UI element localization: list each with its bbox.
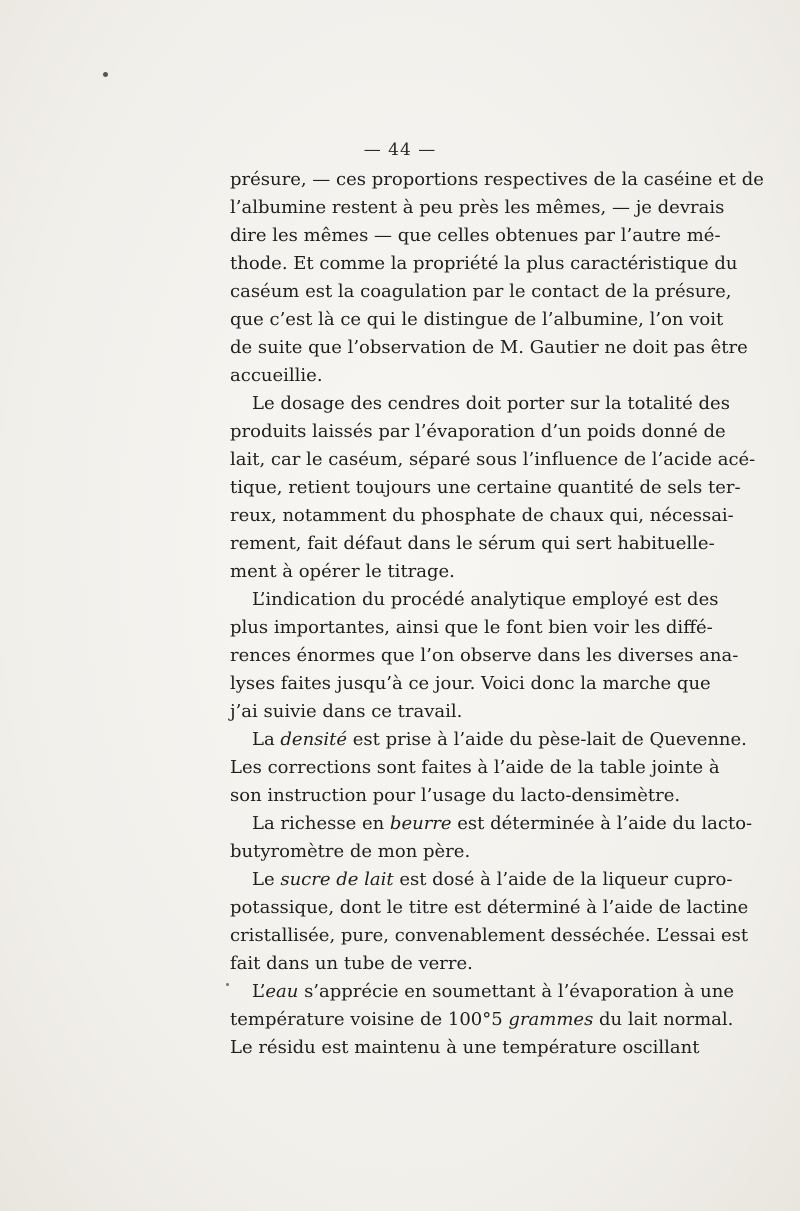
text-line: son instruction pour l’usage du lacto-densimètre. [230, 785, 681, 806]
text-line: présure, — ces proportions respectives de la caséine et de [230, 169, 764, 190]
text-line: ment à opérer le titrage. [230, 561, 455, 582]
text-line: Le dosage des cendres doit porter sur la totalité des [252, 393, 730, 414]
text-line: produits laissés par l’évaporation d’un poids donné de [230, 421, 726, 442]
text-line: dire les mêmes — que celles obtenues par l’autre mé- [230, 225, 721, 246]
text-line: de suite que l’observation de M. Gautier ne doit pas être [230, 337, 748, 358]
text-line: caséum est la coagulation par le contact de la présure, [230, 281, 732, 302]
page-number: — 44 — [363, 140, 437, 160]
text-line: L’eau s’apprécie en soumettant à l’évaporation à une [252, 981, 734, 1002]
text-line: Les corrections sont faites à l’aide de la table jointe à [230, 757, 720, 778]
text-line: j’ai suivie dans ce travail. [230, 701, 463, 722]
body-text [230, 166, 764, 1062]
text-line: La densité est prise à l’aide du pèse-lait de Quevenne. [252, 729, 747, 750]
text-line: lait, car le caséum, séparé sous l’influence de l’acide acé- [230, 449, 756, 470]
text-line: potassique, dont le titre est déterminé à l’aide de lactine [230, 897, 749, 918]
text-line: rences énormes que l’on observe dans les diverses ana- [230, 645, 739, 666]
text-line: l’albumine restent à peu près les mêmes, — je devrais [230, 197, 725, 218]
ink-speck [103, 72, 108, 77]
text-line: plus importantes, ainsi que le font bien voir les diffé- [230, 617, 713, 638]
text-line: cristallisée, pure, convenablement desséchée. L’essai est [230, 925, 749, 946]
text-line: accueillie. [230, 365, 323, 386]
text-line: La richesse en beurre est déterminée à l’aide du lacto- [252, 813, 753, 834]
text-line: rement, fait défaut dans le sérum qui sert habituelle- [230, 533, 715, 554]
text-line: lyses faites jusqu’à ce jour. Voici donc la marche que [230, 673, 711, 694]
text-line: tique, retient toujours une certaine quantité de sels ter- [230, 477, 741, 498]
ink-speck [226, 983, 229, 986]
text-line: Le résidu est maintenu à une température oscillant [230, 1037, 700, 1058]
text-line: butyromètre de mon père. [230, 841, 471, 862]
text-line: reux, notamment du phosphate de chaux qui, nécessai- [230, 505, 734, 526]
text-line: température voisine de 100°5 grammes du lait normal. [230, 1009, 734, 1030]
text-line: L’indication du procédé analytique employé est des [252, 589, 719, 610]
text-line: thode. Et comme la propriété la plus caractéristique du [230, 253, 738, 274]
text-line: Le sucre de lait est dosé à l’aide de la liqueur cupro- [252, 869, 733, 890]
text-line: que c’est là ce qui le distingue de l’albumine, l’on voit [230, 309, 724, 330]
text-line: fait dans un tube de verre. [230, 953, 473, 974]
